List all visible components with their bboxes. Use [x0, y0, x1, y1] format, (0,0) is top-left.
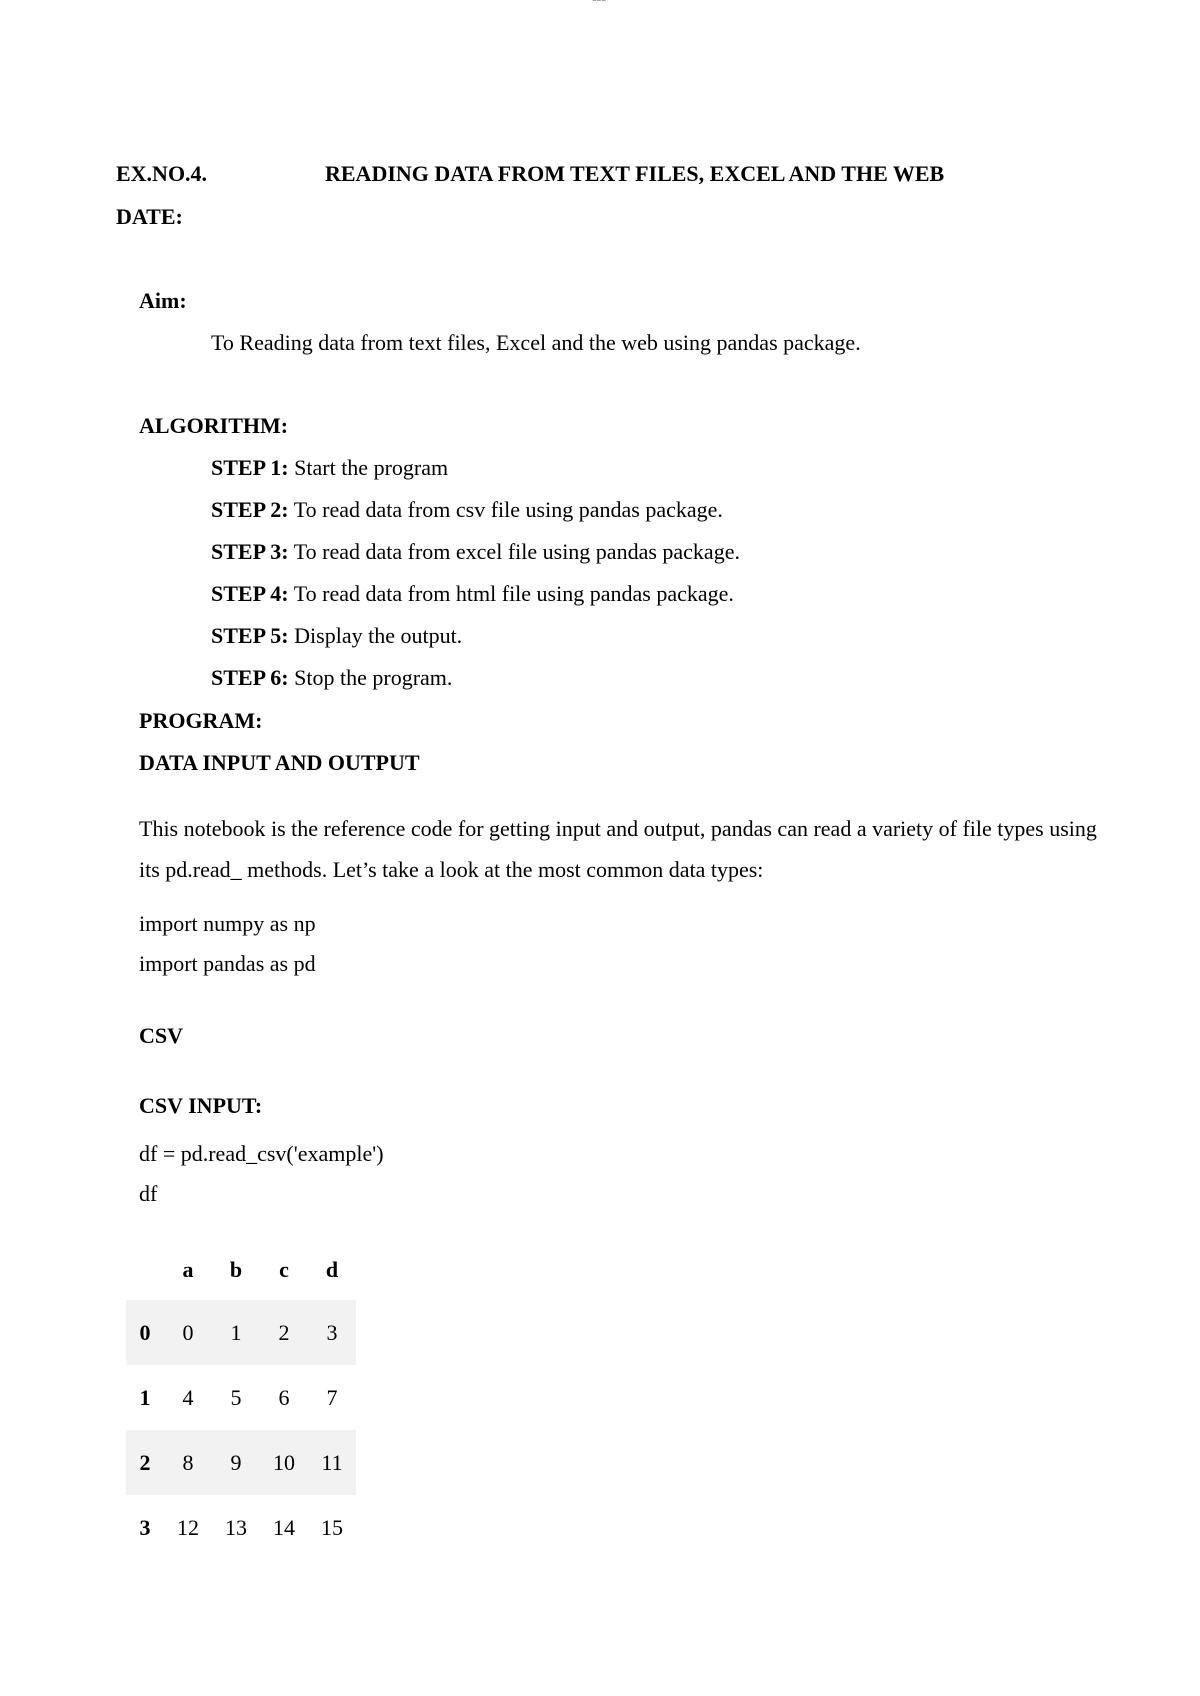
- code-line: import numpy as np: [139, 911, 316, 936]
- table-cell: 9: [212, 1430, 260, 1495]
- table-cell: 6: [278, 1384, 290, 1410]
- row-index: 3: [139, 1514, 151, 1540]
- csv-heading: CSV: [139, 1023, 184, 1048]
- column-header: c: [279, 1257, 289, 1282]
- table-cell: 15: [321, 1514, 343, 1540]
- step-label: STEP 6:: [211, 665, 289, 690]
- table-cell: 1: [212, 1300, 260, 1365]
- table-cell: 7: [326, 1384, 338, 1410]
- table-row: [126, 1430, 356, 1495]
- row-index: 2: [126, 1430, 164, 1495]
- table-row: [126, 1300, 356, 1365]
- code-line: df: [139, 1181, 158, 1206]
- table-row: [126, 1495, 356, 1560]
- step-text: Start the program: [288, 455, 449, 480]
- algorithm-step: [211, 583, 734, 605]
- column-header: b: [229, 1257, 243, 1282]
- algorithm-step: [211, 457, 448, 479]
- index-header: [126, 1240, 164, 1300]
- table-cell: 5: [230, 1384, 242, 1410]
- algorithm-step: [211, 499, 723, 521]
- column-header: a: [182, 1257, 194, 1282]
- table-cell: 13: [225, 1514, 247, 1540]
- program-heading: PROGRAM:: [139, 708, 263, 733]
- table-cell: 14: [273, 1514, 295, 1540]
- row-index: 1: [139, 1384, 151, 1410]
- table-cell: 8: [164, 1430, 212, 1495]
- csv-input-heading: CSV INPUT:: [139, 1093, 263, 1118]
- algorithm-heading: ALGORITHM:: [139, 413, 289, 438]
- step-text: To read data from html file using pandas package.: [288, 581, 734, 606]
- table-cell: 10: [260, 1430, 308, 1495]
- intro-paragraph: This notebook is the reference code for getting input and output, pandas can read a variety of file types using its pd.read_ methods. Let’s take a look at the most common data types:: [139, 816, 1097, 882]
- table-row: [126, 1365, 356, 1430]
- table-cell: 0: [164, 1300, 212, 1365]
- column-header: d: [325, 1257, 339, 1282]
- step-label: STEP 3:: [211, 539, 289, 564]
- step-text: Display the output.: [288, 623, 463, 648]
- row-index: 0: [126, 1300, 164, 1365]
- aim-text: To Reading data from text files, Excel and the web using pandas package.: [211, 330, 861, 355]
- table-header-row: [126, 1240, 356, 1300]
- page-title: READING DATA FROM TEXT FILES, EXCEL AND THE WEB: [325, 161, 945, 186]
- code-line: df = pd.read_csv('example'): [139, 1141, 384, 1166]
- table-cell: 3: [308, 1300, 356, 1365]
- header-mark: [592, 0, 606, 8]
- date-label: DATE:: [116, 204, 183, 229]
- algorithm-step: [211, 625, 462, 647]
- table-cell: 11: [308, 1430, 356, 1495]
- step-text: To read data from csv file using pandas package.: [288, 497, 723, 522]
- algorithm-step: [211, 667, 452, 689]
- dataframe-table: [126, 1240, 356, 1560]
- algorithm-step: [211, 541, 740, 563]
- step-text: Stop the program.: [288, 665, 453, 690]
- code-line: import pandas as pd: [139, 951, 316, 976]
- section-heading: DATA INPUT AND OUTPUT: [139, 750, 420, 775]
- table-cell: 12: [177, 1514, 199, 1540]
- exercise-number: EX.NO.4.: [116, 161, 208, 186]
- step-label: STEP 1:: [211, 455, 289, 480]
- step-label: STEP 2:: [211, 497, 289, 522]
- aim-heading: Aim:: [139, 288, 187, 313]
- step-label: STEP 5:: [211, 623, 289, 648]
- table-cell: 2: [260, 1300, 308, 1365]
- table-cell: 4: [182, 1384, 194, 1410]
- step-label: STEP 4:: [211, 581, 289, 606]
- step-text: To read data from excel file using pandas package.: [288, 539, 740, 564]
